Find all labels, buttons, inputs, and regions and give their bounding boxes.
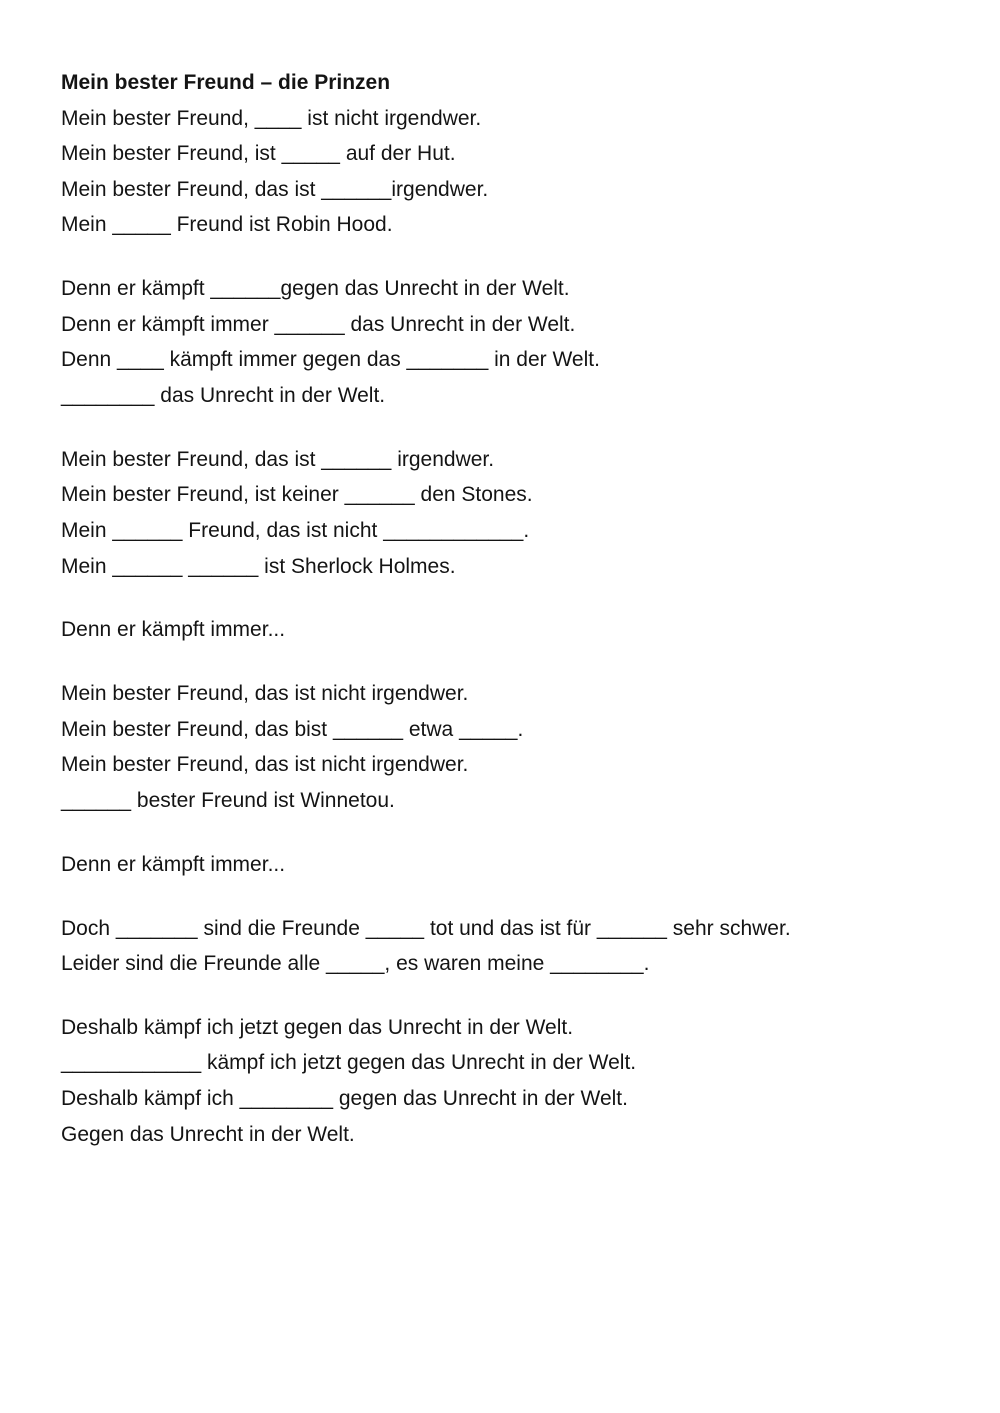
stanza [61, 616, 961, 644]
lyric-line: Mein bester Freund, das ist nicht irgendwer. [61, 682, 469, 706]
lyric-line: Mein ______ ______ ist Sherlock Holmes. [61, 554, 456, 578]
lyric-line: Mein ______ Freund, das ist nicht ____________. [61, 518, 530, 542]
lyric-line: ____________ kämpf ich jetzt gegen das Unrecht in der Welt. [61, 1051, 637, 1075]
lyric-line: Mein bester Freund, ist _____ auf der Hut. [61, 142, 456, 166]
lyric-line: Doch _______ sind die Freunde _____ tot und das ist für ______ sehr schwer. [61, 916, 791, 940]
lyric-line: Denn ____ kämpft immer gegen das _______ in der Welt. [61, 348, 600, 372]
lyric-line: Mein bester Freund, das bist ______ etwa _____. [61, 717, 524, 741]
lyric-line: Leider sind die Freunde alle _____, es waren meine ________. [61, 952, 650, 976]
lyric-line: Denn er kämpft immer... [61, 618, 286, 642]
lyric-line: ________ das Unrecht in der Welt. [61, 383, 386, 407]
stanza-list [61, 105, 961, 1149]
lyric-line: Denn er kämpft immer ______ das Unrecht in der Welt. [61, 312, 576, 336]
stanza [61, 105, 961, 240]
lyric-line: Deshalb kämpf ich jetzt gegen das Unrecht in der Welt. [61, 1015, 574, 1039]
stanza [61, 275, 961, 410]
lyric-line: Mein bester Freund, ist keiner ______ den Stones. [61, 483, 533, 507]
worksheet-title: Mein bester Freund – die Prinzen [61, 71, 391, 94]
stanza [61, 446, 961, 581]
stanza [61, 1014, 961, 1149]
stanza [61, 915, 961, 979]
lyrics-worksheet [61, 69, 961, 1149]
lyric-line: Mein bester Freund, das ist ______ irgendwer. [61, 447, 495, 471]
lyric-line: Mein bester Freund, ____ ist nicht irgendwer. [61, 106, 482, 130]
lyric-line: ______ bester Freund ist Winnetou. [61, 788, 395, 812]
lyric-line: Mein bester Freund, das ist nicht irgendwer. [61, 753, 469, 777]
stanza [61, 851, 961, 879]
stanza [61, 680, 961, 815]
lyric-line: Denn er kämpft ______gegen das Unrecht in der Welt. [61, 277, 570, 301]
lyric-line: Denn er kämpft immer... [61, 852, 286, 876]
lyric-line: Deshalb kämpf ich ________ gegen das Unrecht in der Welt. [61, 1087, 628, 1111]
lyric-line: Gegen das Unrecht in der Welt. [61, 1122, 355, 1146]
lyric-line: Mein _____ Freund ist Robin Hood. [61, 213, 393, 237]
lyric-line: Mein bester Freund, das ist ______irgendwer. [61, 177, 489, 201]
